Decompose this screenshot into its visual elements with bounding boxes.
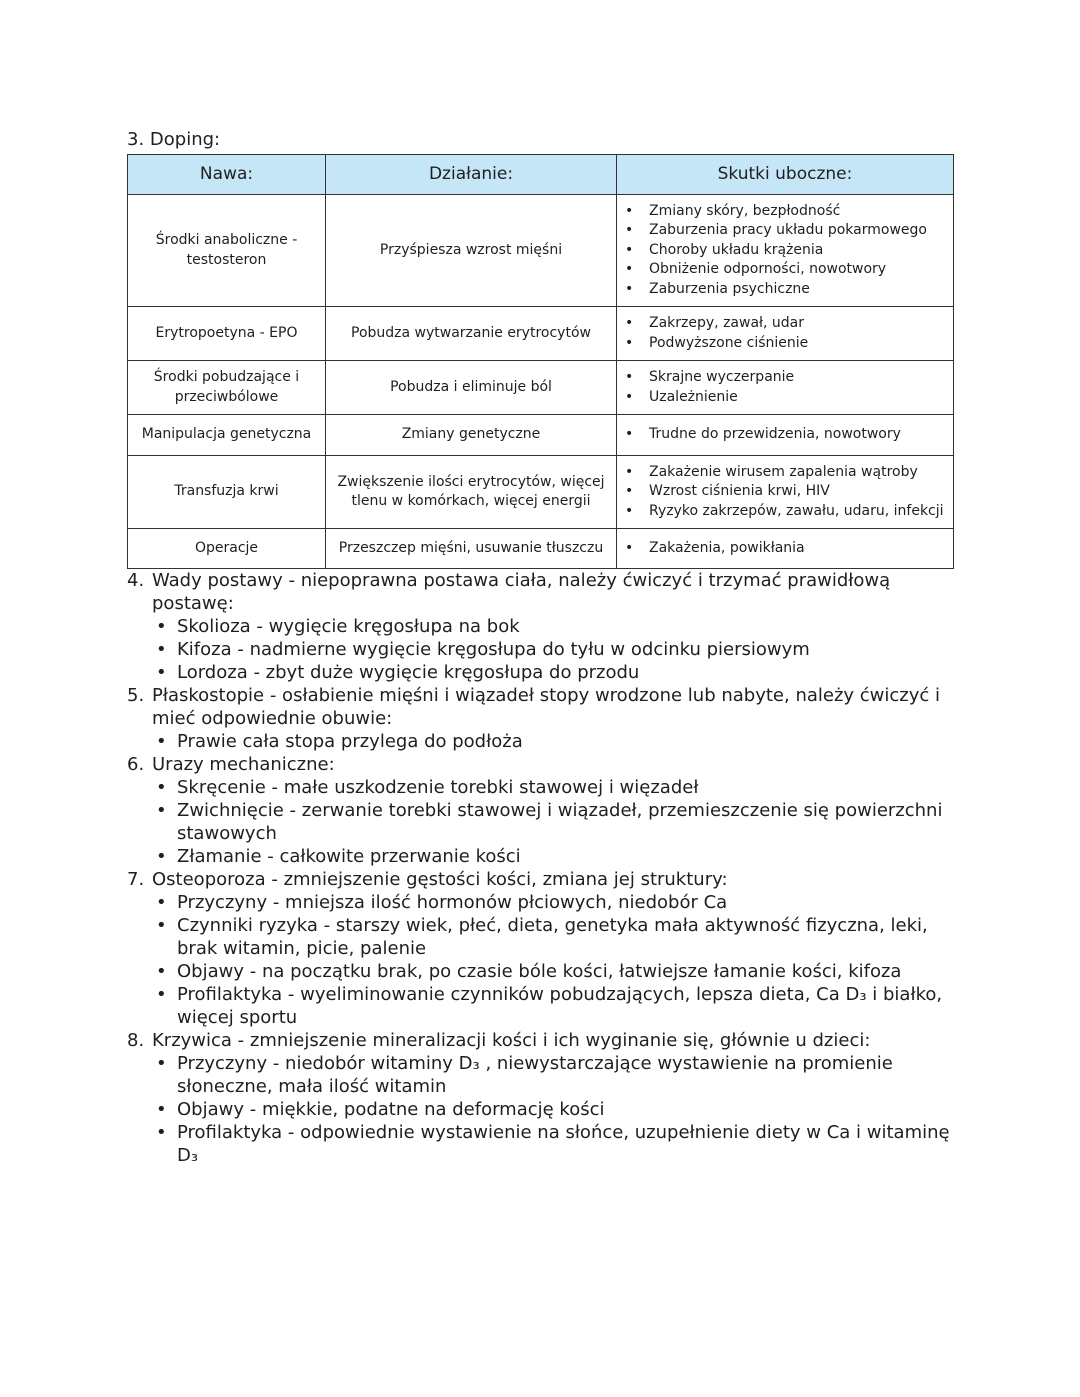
item-number: 8. [127, 1030, 145, 1051]
item-text: Wady postawy - niepoprawna postawa ciała, należy ćwiczyć i trzymać prawidłową postawę: [152, 570, 891, 614]
effect-item: • Uzależnienie [625, 388, 947, 408]
cell-name: Manipulacja genetyczna [128, 415, 326, 456]
effect-item: • Zaburzenia pracy układu pokarmowego [625, 221, 947, 241]
list-item-osteoporosis [127, 868, 957, 1029]
cell-name: Środki pobudzające i przeciwbólowe [128, 361, 326, 415]
sub-item: • Przyczyny - niedobór witaminy D₃ , niewystarczające wystawienie na promienie słoneczne, mała ilość witamin [152, 1052, 957, 1098]
item-number: 5. [127, 685, 145, 706]
table-row [128, 456, 954, 529]
cell-name: Środki anaboliczne - testosteron [128, 195, 326, 307]
item-number: 6. [127, 754, 145, 775]
effect-item: • Podwyższone ciśnienie [625, 334, 947, 354]
table-row [128, 415, 954, 456]
sub-item: • Skręcenie - małe uszkodzenie torebki stawowej i więzadeł [152, 776, 957, 799]
effect-item: • Obniżenie odporności, nowotwory [625, 260, 947, 280]
table-row [128, 307, 954, 361]
cell-action: Przyśpiesza wzrost mięśni [326, 195, 617, 307]
list-item-injuries [127, 753, 957, 868]
cell-effects [617, 456, 954, 529]
effect-item: • Trudne do przewidzenia, nowotwory [625, 425, 947, 445]
table-row [128, 529, 954, 569]
header-side-effects: Skutki uboczne: [617, 155, 954, 195]
cell-action: Przeszczep mięśni, usuwanie tłuszczu [326, 529, 617, 569]
cell-action: Pobudza i eliminuje ból [326, 361, 617, 415]
sub-item: • Kifoza - nadmierne wygięcie kręgosłupa do tyłu w odcinku piersiowym [152, 638, 957, 661]
effect-item: • Zakażenia, powikłania [625, 539, 947, 559]
cell-action: Zmiany genetyczne [326, 415, 617, 456]
table-row [128, 361, 954, 415]
cell-action: Zwiększenie ilości erytrocytów, więcej tlenu w komórkach, więcej energii [326, 456, 617, 529]
list-item-posture [127, 569, 957, 684]
list-item-flatfoot [127, 684, 957, 753]
table-header-row [128, 155, 954, 195]
doping-table [127, 154, 954, 569]
sub-item: • Złamanie - całkowite przerwanie kości [152, 845, 957, 868]
cell-effects [617, 361, 954, 415]
cell-effects [617, 415, 954, 456]
sub-item: • Prawie cała stopa przylega do podłoża [152, 730, 957, 753]
item-number: 4. [127, 570, 145, 591]
item-number: 7. [127, 869, 145, 890]
sub-item: • Zwichnięcie - zerwanie torebki stawowej i wiązadeł, przemieszczenie się powierzchni stawowych [152, 799, 957, 845]
cell-action: Pobudza wytwarzanie erytrocytów [326, 307, 617, 361]
sub-item: • Objawy - na początku brak, po czasie bóle kości, łatwiejsze łamanie kości, kifoza [152, 960, 957, 983]
effect-item: • Zakrzepy, zawał, udar [625, 314, 947, 334]
cell-name: Operacje [128, 529, 326, 569]
effect-item: • Zakażenie wirusem zapalenia wątroby [625, 463, 947, 483]
sub-item: • Profilaktyka - wyeliminowanie czynników pobudzających, lepsza dieta, Ca D₃ i białko, więcej sportu [152, 983, 957, 1029]
cell-name: Transfuzja krwi [128, 456, 326, 529]
effect-item: • Wzrost ciśnienia krwi, HIV [625, 482, 947, 502]
sub-item: • Lordoza - zbyt duże wygięcie kręgosłupa do przodu [152, 661, 957, 684]
sub-item: • Objawy - miękkie, podatne na deformację kości [152, 1098, 957, 1121]
cell-name: Erytropoetyna - EPO [128, 307, 326, 361]
table-row [128, 195, 954, 307]
effect-item: • Choroby układu krążenia [625, 241, 947, 261]
sub-item: • Profilaktyka - odpowiednie wystawienie na słońce, uzupełnienie diety w Ca i witaminę D₃ [152, 1121, 957, 1167]
item-text: Osteoporoza - zmniejszenie gęstości kości, zmiana jej struktury: [152, 869, 728, 890]
item-text: Urazy mechaniczne: [152, 754, 335, 775]
header-action: Działanie: [326, 155, 617, 195]
cell-effects [617, 307, 954, 361]
notes-list [127, 569, 957, 1167]
effect-item: • Zmiany skóry, bezpłodność [625, 202, 947, 222]
list-item-rickets [127, 1029, 957, 1167]
sub-item: • Czynniki ryzyka - starszy wiek, płeć, dieta, genetyka mała aktywność fizyczna, leki, brak witamin, picie, palenie [152, 914, 957, 960]
item-text: Krzywica - zmniejszenie mineralizacji kości i ich wyginanie się, głównie u dzieci: [152, 1030, 871, 1051]
sub-item: • Skolioza - wygięcie kręgosłupa na bok [152, 615, 957, 638]
effect-item: • Skrajne wyczerpanie [625, 368, 947, 388]
effect-item: • Ryzyko zakrzepów, zawału, udaru, infekcji [625, 502, 947, 522]
document-page [127, 126, 957, 1167]
item-text: Płaskostopie - osłabienie mięśni i wiązadeł stopy wrodzone lub nabyte, należy ćwiczyć i mieć odpowiednie obuwie: [152, 685, 941, 729]
section-heading-doping: 3. Doping: [127, 129, 221, 150]
cell-effects [617, 529, 954, 569]
header-name: Nawa: [128, 155, 326, 195]
effect-item: • Zaburzenia psychiczne [625, 280, 947, 300]
sub-item: • Przyczyny - mniejsza ilość hormonów płciowych, niedobór Ca [152, 891, 957, 914]
cell-effects [617, 195, 954, 307]
